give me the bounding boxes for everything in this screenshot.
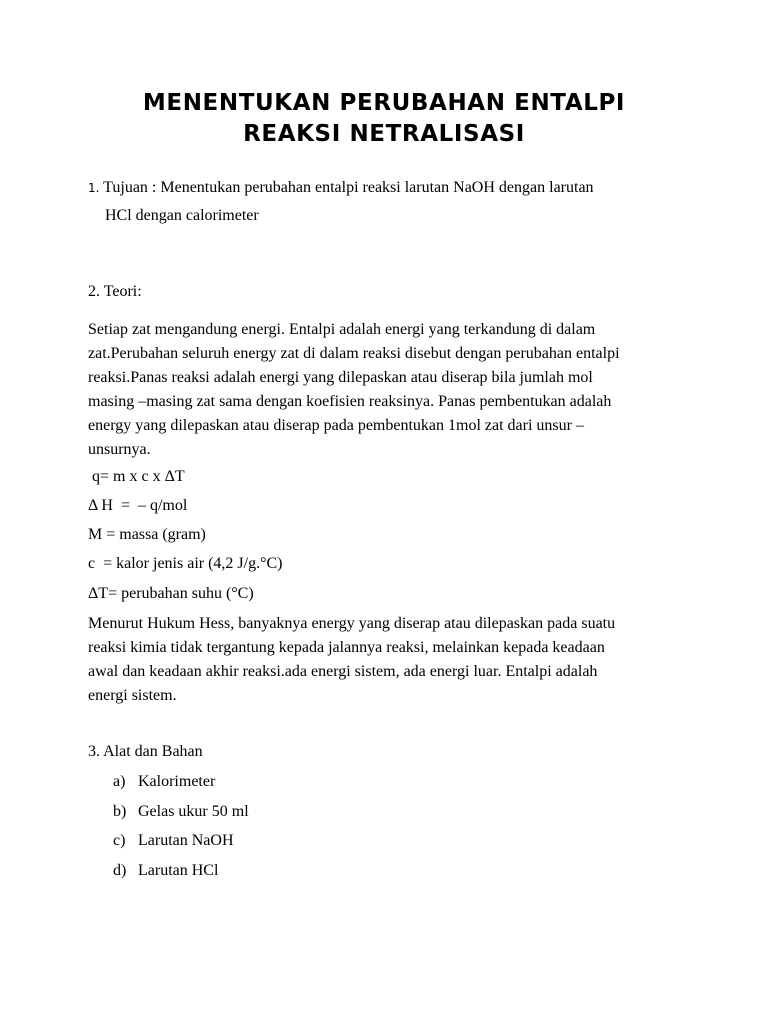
hess-paragraph [88,612,688,708]
alat-heading: 3. Alat dan Bahan [88,743,203,760]
tujuan-line-2: HCl dengan calorimeter [105,207,259,224]
tujuan-section [88,174,688,229]
alat-list [113,770,249,888]
hess-line: Menurut Hukum Hess, banyaknya energy yang diserap atau dilepaskan pada suatu [88,615,616,632]
formula-temperature-change: ΔT= perubahan suhu (°C) [88,585,254,602]
title-line-1: MENENTUKAN PERUBAHAN ENTALPI [142,90,626,116]
list-item [113,800,249,830]
tujuan-line-1 [88,174,688,202]
title-line-2: REAKSI NETRALISASI [243,121,525,147]
formula-enthalpy: Δ H = – q/mol [88,497,188,514]
teori-line: masing –masing zat sama dengan koefisien reaksinya. Panas pembentukan adalah [88,393,612,410]
teori-line: Setiap zat mengandung energi. Entalpi adalah energi yang terkandung di dalam [88,321,596,338]
tujuan-number: 1. [88,181,100,195]
page-title [0,88,768,150]
teori-heading: 2. Teori: [88,283,142,300]
hess-line: reaksi kimia tidak tergantung kepada jalannya reaksi, melainkan kepada keadaan [88,639,605,656]
list-item-label: Gelas ukur 50 ml [138,802,249,820]
list-marker: c) [113,832,126,849]
teori-line: energy yang dilepaskan atau diserap pada pembentukan 1mol zat dari unsur – [88,417,584,434]
list-item [113,859,249,889]
hess-line: energi sistem. [88,687,177,704]
list-item [113,770,249,800]
list-item-label: Kalorimeter [138,773,216,790]
formula-heat: q= m x c x ΔT [88,468,185,485]
hess-line: awal dan keadaan akhir reaksi.ada energi sistem, ada energi luar. Entalpi adalah [88,663,598,680]
list-marker: a) [113,773,126,790]
list-marker: b) [113,802,127,820]
teori-line: unsurnya. [88,441,151,458]
formula-specific-heat: c = kalor jenis air (4,2 J/g.°C) [88,555,283,572]
teori-line: zat.Perubahan seluruh energy zat di dalam reaksi disebut dengan perubahan entalpi [88,345,620,362]
tujuan-text-1: Tujuan : Menentukan perubahan entalpi reaksi larutan NaOH dengan larutan [103,179,594,196]
list-marker: d) [113,861,127,879]
list-item [113,829,249,859]
list-item-label: Larutan HCl [138,861,219,879]
teori-paragraph [88,318,688,462]
formula-mass: M = massa (gram) [88,526,206,543]
teori-line: reaksi.Panas reaksi adalah energi yang dilepaskan atau diserap bila jumlah mol [88,369,593,386]
list-item-label: Larutan NaOH [138,832,234,849]
